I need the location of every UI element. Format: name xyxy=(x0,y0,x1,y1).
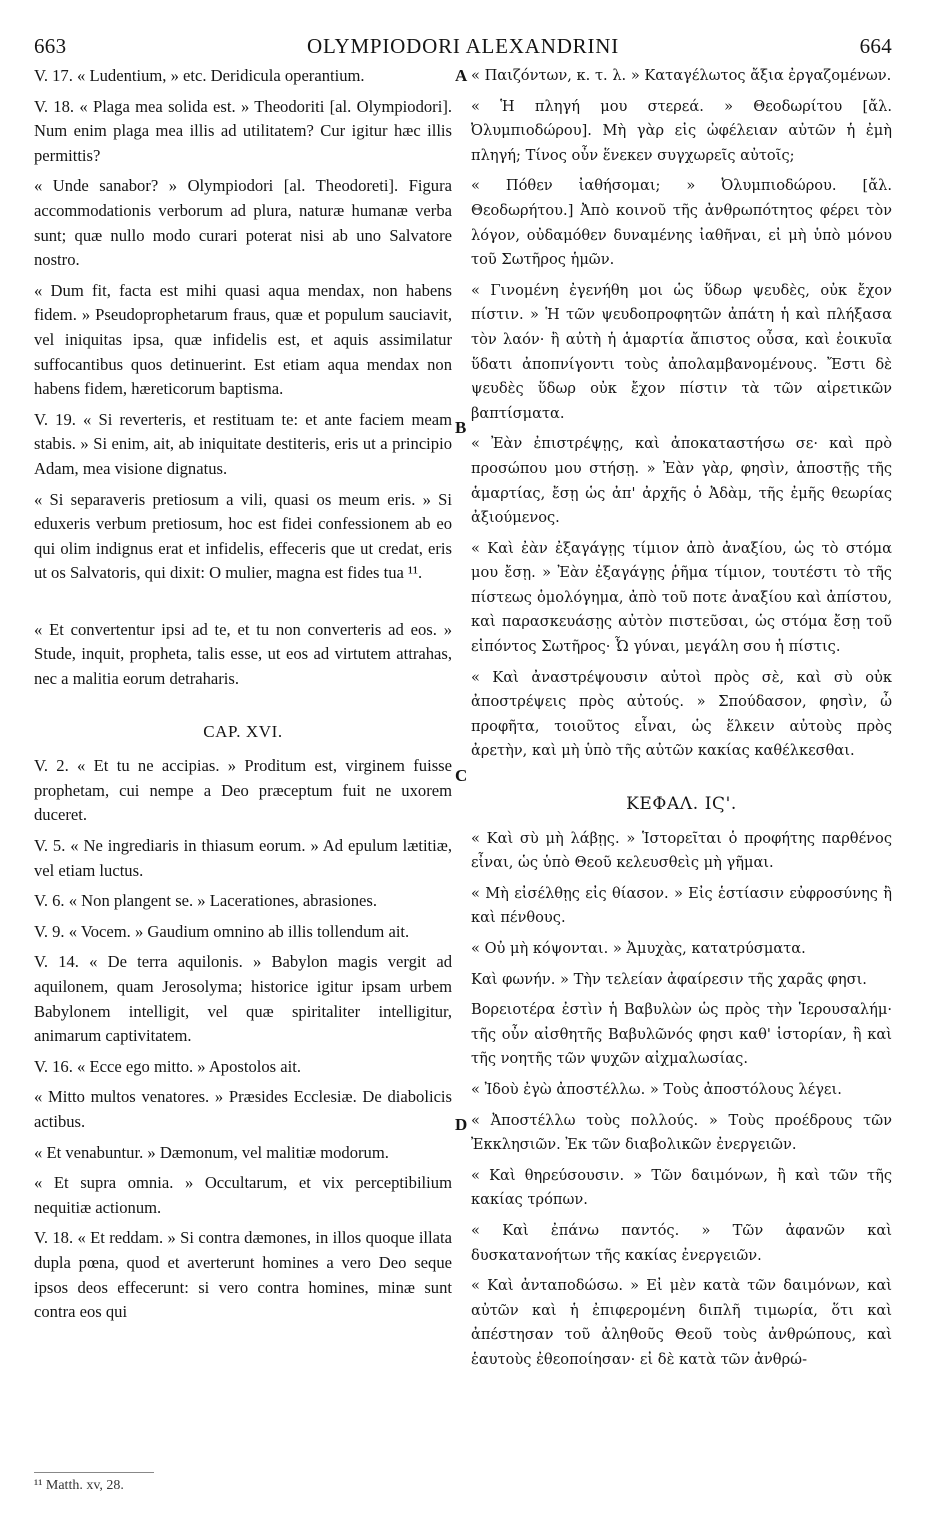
margin-marker-b: B xyxy=(455,418,467,437)
chapter-heading-greek: ΚΕΦΑΛ. ΙϚ'. xyxy=(626,794,737,815)
latin-paragraph: V. 18. « Et reddam. » Si contra dæmones, in illos quoque illata dupla pœna, quod et averterunt homines a vero Deo seque ipsos deos effecerunt: si vero contra homines, minæ sunt contra eos qui xyxy=(34,1228,452,1322)
latin-paragraph: « Mitto multos venatores. » Præsides Ecclesiæ. De diabolicis actibus. xyxy=(34,1087,452,1131)
latin-paragraph: V. 5. « Ne ingrediaris in thiasum eorum. » Ad epulum lætitiæ, vel etiam luctus. xyxy=(34,836,452,880)
greek-paragraph: Καὶ φωνήν. » Τὴν τελείαν ἀφαίρεσιν τῆς χαρᾶς φησι. xyxy=(471,970,867,988)
page-number-left: 663 xyxy=(34,34,67,58)
greek-paragraph: « Ἰδοὺ ἐγὼ ἀποστέλλω. » Τοὺς ἀποστόλους λέγει. xyxy=(471,1080,842,1098)
greek-paragraph: « Καὶ ἀνταποδώσω. » Εἰ μὲν κατὰ τῶν δαιμόνων, καὶ αὐτῶν καὶ ἡ ἐπιφερομένη διπλῆ τιμωρία, ὅτι καὶ ἀπέστησαν τοῦ ἀληθοῦς Θεοῦ τοὺς ἀνθρώπους, καὶ ἑαυτοὺς ἐθεοποίησαν· εἰ δὲ κατὰ τῶν ἀνθρώ- xyxy=(471,1277,892,1368)
greek-paragraph: « Γινομένη ἐγενήθη μοι ὡς ὕδωρ ψευδὲς, οὐκ ἔχον πίστιν. » Ἡ τῶν ψευδοπροφητῶν ἀπάτη ἡ καὶ πλήξασα τὸν λαόν· ἢ αὐτὴ ἡ ἁμαρτία ἄπιστος οὖσα, καὶ ἐοικυῖα ὕδατι ἀποπνίγοντι τοὺς ἀπολαμβανομένους. Ἔστι δὲ ψευδὲς ὕδωρ οὐκ ἔχον πίστιν τὰ τῶν αἱρετικῶν βαπτίσματα. xyxy=(471,281,892,422)
greek-paragraph: Βορειοτέρα ἐστὶν ἡ Βαβυλὼν ὡς πρὸς τὴν Ἱερουσαλήμ· τῆς οὖν αἰσθητῆς Βαβυλῶνός φησι καθ' ἱστορίαν, ἢ καὶ τῆς νοητῆς τῶν ψυχῶν αἰχμαλωσίας. xyxy=(471,1001,892,1068)
margin-marker-d: D xyxy=(455,1115,468,1134)
latin-paragraph: « Dum fit, facta est mihi quasi aqua mendax, non habens fidem. » Pseudoprophetarum fraus, quæ et populum sauciavit, vel iniquitas ipsa, quæ infidelis est, et aquis assimilatur suffocantibus quos detinuerint. Est etiam aqua mendax non habens fidem, hæreticorum baptisma. xyxy=(34,280,452,399)
latin-paragraph: « Et supra omnia. » Occultarum, et vix perceptibilium nequitiæ actionum. xyxy=(34,1173,452,1217)
latin-paragraph: V. 9. « Vocem. » Gaudium omnino ab illis tollendum ait. xyxy=(34,921,410,941)
latin-paragraph: « Et venabuntur. » Dæmonum, vel malitiæ modorum. xyxy=(34,1142,389,1162)
latin-column xyxy=(34,64,452,1331)
margin-marker-c: C xyxy=(455,766,468,785)
greek-paragraph: « Ἡ πληγή μου στερεά. » Θεοδωρίτου [ἄλ. Ὀλυμπιοδώρου]. Μὴ γὰρ εἰς ὠφέλειαν αὐτῶν ἡ ἐμὴ πληγή; Τίνος οὖν ἕνεκεν συγχωρεῖς αὐτοῖς; xyxy=(471,97,892,164)
greek-paragraph: « Καὶ σὺ μὴ λάβῃς. » Ἱστορεῖται ὁ προφήτης παρθένος εἶναι, ὡς ὑπὸ Θεοῦ κελευσθεὶς μὴ γῆμαι. xyxy=(471,829,892,872)
margin-marker-a: A xyxy=(455,66,468,85)
latin-paragraph: V. 18. « Plaga mea solida est. » Theodoriti [al. Olympiodori]. Num enim plaga mea illis ad utilitatem? Cur igitur hæc illis permittis? xyxy=(34,96,452,165)
greek-paragraph: « Ἐὰν ἐπιστρέψῃς, καὶ ἀποκαταστήσω σε· καὶ πρὸ προσώπου μου στήσῃ. » Ἐὰν γὰρ, φησὶν, ἀποστῇς τῆς ἁμαρτίας, ἔσῃ ὡς ἀπ' ἀρχῆς ὁ Ἀδὰμ, τῆς ἐμῆς θεωρίας ἀξιούμενος. xyxy=(471,435,892,527)
running-title: OLYMPIODORI ALEXANDRINI xyxy=(306,34,620,58)
greek-paragraph: « Μὴ εἰσέλθῃς εἰς θίασον. » Εἰς ἑστίασιν εὐφροσύνης ἢ καὶ πένθους. xyxy=(471,884,892,927)
greek-paragraph: « Καὶ θηρεύσουσιν. » Τῶν δαιμόνων, ἢ καὶ τῶν τῆς κακίας τρόπων. xyxy=(471,1166,892,1209)
latin-paragraph: V. 17. « Ludentium, » etc. Deridicula operantium. xyxy=(34,66,365,85)
latin-paragraph: « Unde sanabor? » Olympiodori [al. Theodoreti]. Figura accommodationis verborum ad plura, naturæ humanæ verba sunt; quæ nullo modo curari poterat nisi ab uno Salvatore nostro. xyxy=(34,176,452,270)
latin-paragraph: V. 16. « Ecce ego mitto. » Apostolos ait. xyxy=(34,1056,302,1076)
greek-paragraph: « Καὶ ἐπάνω παντός. » Τῶν ἀφανῶν καὶ δυσκατανοήτων τῆς κακίας ἐνεργειῶν. xyxy=(471,1221,892,1264)
greek-paragraph: « Παιζόντων, κ. τ. λ. » Καταγέλωτος ἄξια ἐργαζομένων. xyxy=(471,67,892,84)
latin-paragraph: V. 19. « Si reverteris, et restituam te: et ante faciem meam stabis. » Si enim, ait, ab iniquitate destiteris, eris ut a principio Adam, mea visione dignatus. xyxy=(34,409,452,478)
greek-paragraph: « Πόθεν ἰαθήσομαι; » Ὀλυμπιοδώρου. [ἄλ. Θεοδωρήτου.] Ἀπὸ κοινοῦ τῆς ἀνθρωπότητος φέρει τὸν λόγον, οὐδαμόθεν δυναμένης ἰαθῆναι, εἰ μὴ ὑπὸ μόνου τοῦ Σωτῆρος ἡμῶν. xyxy=(471,177,892,269)
latin-paragraph: V. 14. « De terra aquilonis. » Babylon magis vergit ad aquilonem, quam Jerosolyma; historice igitur ipsam urbem Babylonem intelligit, vel quæ spiritaliter intelligitur, animarum captivitatem. xyxy=(34,952,452,1046)
latin-paragraph: V. 2. « Et tu ne accipias. » Proditum est, virginem fuisse prophetam, cui nempe a Deo præceptum fuit ne uxorem duceret. xyxy=(34,756,452,825)
chapter-heading-latin: CAP. XVI. xyxy=(203,721,283,741)
greek-paragraph: « Καὶ ἐὰν ἐξαγάγῃς τίμιον ἀπὸ ἀναξίου, ὡς τὸ στόμα μου ἔσῃ. » Ἐὰν ἐξαγάγῃς ῥῆμα τίμιον, τουτέστι τὸ τῆς πίστεως ὁμολόγημα, ἀπὸ τοῦ ποτε ἀναξίου καὶ ἀπίστου, καὶ παρασκευάσῃς αὐτὸν πιστεῦσαι, ὡς στόμα ἔσῃ τοῦ εἰπόντος Σωτῆρος· Ὦ γύναι, μεγάλη σου ἡ πίστις. xyxy=(471,539,892,656)
greek-paragraph: « Ἀποστέλλω τοὺς πολλούς. » Τοὺς προέδρους τῶν Ἐκκλησιῶν. Ἐκ τῶν διαβολικῶν ἐνεργειῶν. xyxy=(471,1111,892,1154)
latin-paragraph: V. 6. « Non plangent se. » Lacerationes, abrasiones. xyxy=(34,891,377,911)
page-header xyxy=(34,34,892,64)
greek-paragraph: « Καὶ ἀναστρέψουσιν αὐτοὶ πρὸς σὲ, καὶ σὺ οὐκ ἀποστρέψεις πρὸς αὐτούς. » Σπούδασον, φησὶν, ὦ προφῆτα, τοιοῦτος εἶναι, ὡς ἕλκειν αὐτοὺς πρὸς ἀρετὴν, καὶ μὴ ὑπὸ τῆς αὐτῶν κακίας καθέλκεσθαι. xyxy=(471,668,892,760)
latin-paragraph: « Et convertentur ipsi ad te, et tu non converteris ad eos. » Stude, inquit, propheta, talis esse, ut eos ad virtutem attrahas, nec a malitia eorum detraharis. xyxy=(34,619,452,689)
greek-column xyxy=(471,64,892,1379)
greek-paragraph: « Οὐ μὴ κόψονται. » Ἀμυχὰς, κατατρύσματα. xyxy=(471,940,806,957)
latin-paragraph: « Si separaveris pretiosum a vili, quasi os meum eris. » Si eduxeris verbum pretiosum, hoc est fidei confessionem ab eo qui olim indignus erat et infidelis, effeceris que ut credat, eris ut os Salvatoris, qui dixit: O mulier, magna est fides tua ¹¹. xyxy=(34,489,452,583)
footnote-rule xyxy=(34,1472,154,1473)
footnote: ¹¹ Matth. xv, 28. xyxy=(34,1478,124,1493)
page-number-right: 664 xyxy=(859,34,892,58)
